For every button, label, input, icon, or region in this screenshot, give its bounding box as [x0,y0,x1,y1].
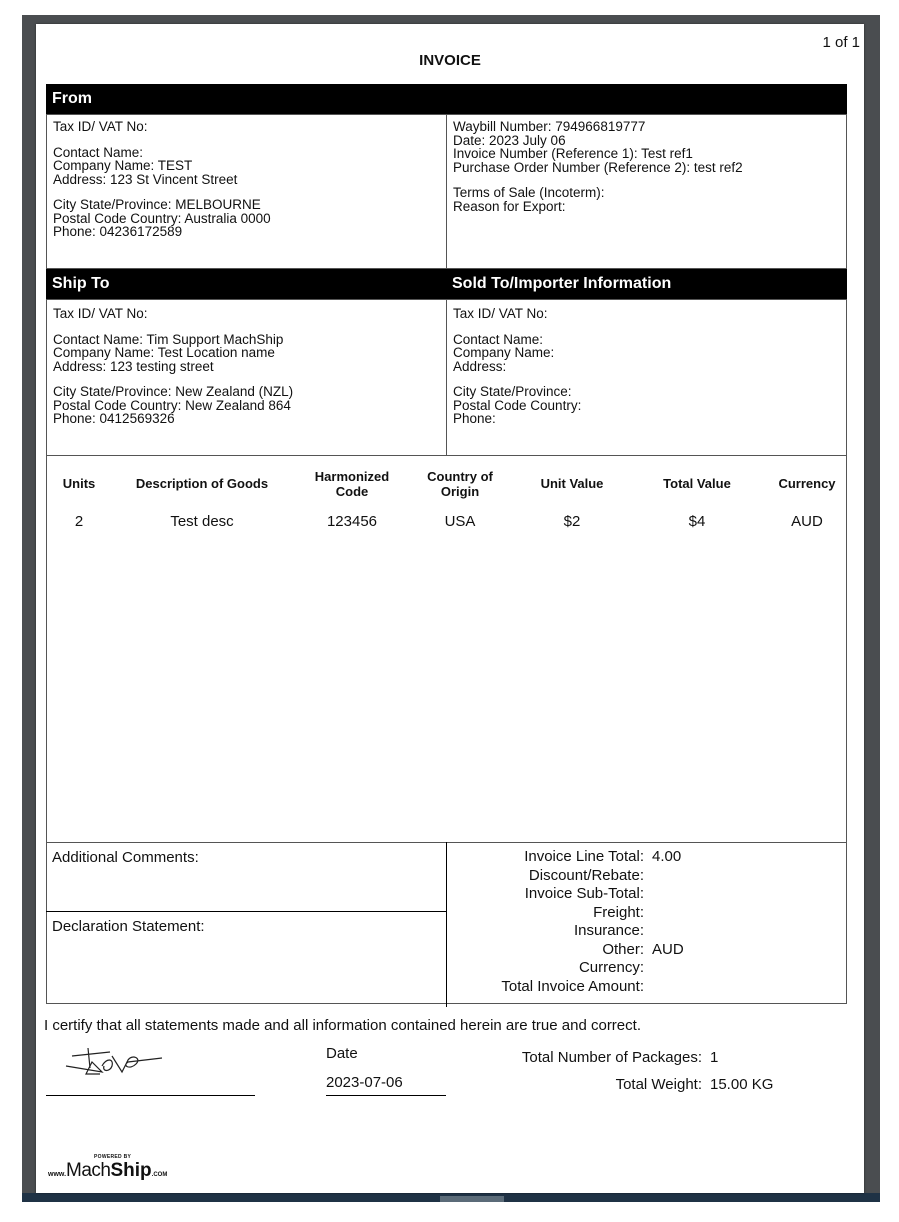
shipment-details-section [446,114,847,269]
totals-label: Total Invoice Amount: [501,977,644,995]
totals-row-currency [446,959,846,978]
col-header-total-value: Total Value [663,476,731,491]
weight-value: 15.00 KG [710,1076,774,1093]
total-weight [476,1076,801,1093]
horizontal-scrollbar-thumb[interactable] [440,1196,504,1202]
from-phone: Phone: 04236172589 [53,224,183,239]
terms-of-sale: Terms of Sale (Incoterm): [453,185,605,200]
totals-row-total-amount [446,978,846,997]
col-header-harmonized-code [302,469,402,499]
totals-row-subtotal [446,885,846,904]
comments-divider [46,911,447,912]
weight-label: Total Weight: [615,1076,702,1093]
logo-www: www. [48,1171,67,1178]
totals-label: Freight: [593,903,644,921]
invoice-page [36,24,864,1193]
ship-to-company: Company Name: Test Location name [53,345,275,360]
origin-line2: Origin [440,484,480,499]
table-row [47,513,847,533]
totals-row-insurance [446,922,846,941]
page-indicator: 1 of 1 [822,34,860,51]
sold-to-section [446,299,847,456]
ship-to-address: Address: 123 testing street [53,358,214,374]
from-postal: Postal Code Country: Australia 0000 [53,210,271,226]
from-city: City State/Province: MELBOURNE [53,197,261,212]
cell-origin: USA [444,513,476,530]
harmonized-line1: Harmonized [314,469,390,484]
logo-mach: Mach [66,1160,111,1181]
waybill-number: Waybill Number: 794966819777 [453,119,646,134]
signature-image [62,1044,172,1080]
logo-ship: Ship [110,1160,152,1181]
ship-to-tax-id: Tax ID/ VAT No: [53,306,148,321]
signature-line [46,1095,255,1096]
sold-to-address: Address: [453,358,507,374]
from-header: From [46,84,847,114]
packages-count [476,1049,801,1066]
totals-label: Other: [602,940,644,958]
invoice-title: INVOICE [419,52,481,69]
totals-row-line-total [446,848,846,867]
from-tax-id: Tax ID/ VAT No: [53,119,148,134]
ship-to-phone: Phone: 0412569326 [53,411,175,426]
packages-value: 1 [710,1049,719,1066]
logo-com: .COM [151,1172,168,1178]
sold-to-postal: Postal Code Country: [453,397,582,413]
goods-table [46,455,847,843]
totals-label: Currency: [578,959,644,976]
from-address: Address: 123 St Vincent Street [53,171,238,187]
from-company: Company Name: TEST [53,158,193,173]
ship-to-city: City State/Province: New Zealand (NZL) [53,384,294,399]
cell-harmonized-code: 123456 [326,513,378,530]
date-label: Date [326,1045,358,1062]
reason-for-export: Reason for Export: [453,198,566,214]
totals-value: 4.00 [652,848,682,865]
certification-statement: I certify that all statements made and all information contained herein are true and correct. [44,1017,641,1034]
harmonized-line2: Code [335,484,369,499]
purchase-order-number: Purchase Order Number (Reference 2): test ref2 [453,159,743,175]
cell-units: 2 [74,513,84,530]
declaration-statement-label: Declaration Statement: [52,918,205,935]
origin-line1: Country of [427,469,493,484]
from-contact: Contact Name: [53,144,144,160]
totals-row-freight [446,904,846,923]
from-section [46,114,447,269]
sold-to-phone: Phone: [453,411,496,426]
packages-label: Total Number of Packages: [521,1049,702,1066]
sold-to-tax-id: Tax ID/ VAT No: [453,306,548,321]
cell-unit-value: $2 [563,513,581,530]
col-header-description: Description of Goods [135,476,269,491]
logo-powered-by: POWERED BY [94,1154,132,1160]
additional-comments-label: Additional Comments: [52,849,199,866]
machship-logo [48,1154,167,1182]
cell-total-value: $4 [688,513,706,530]
totals-list [446,848,846,996]
totals-row-discount [446,867,846,886]
cell-description: Test desc [170,513,234,530]
totals-label: Invoice Line Total: [524,848,644,865]
totals-label: Invoice Sub-Total: [524,885,644,902]
sold-to-city: City State/Province: [453,384,572,399]
totals-label: Discount/Rebate: [528,866,644,884]
sold-to-company: Company Name: [453,345,555,360]
totals-label: Insurance: [573,922,644,939]
sold-to-contact: Contact Name: [453,331,544,347]
invoice-number: Invoice Number (Reference 1): Test ref1 [453,146,693,161]
col-header-units: Units [62,476,96,491]
col-header-country-of-origin [415,469,505,499]
ship-to-contact: Contact Name: Tim Support MachShip [53,331,284,347]
ship-to-header: Ship To [46,269,447,299]
col-header-unit-value: Unit Value [540,476,604,491]
totals-row-other [446,941,846,960]
date-line [326,1095,446,1096]
ship-to-postal: Postal Code Country: New Zealand 864 [53,397,291,413]
totals-value: AUD [652,940,684,958]
cell-currency: AUD [791,513,823,530]
date-value: 2023-07-06 [326,1074,403,1091]
col-header-currency: Currency [778,476,836,491]
ship-to-section [46,299,447,456]
shipment-date: Date: 2023 July 06 [453,132,566,148]
sold-to-header: Sold To/Importer Information [446,269,847,299]
